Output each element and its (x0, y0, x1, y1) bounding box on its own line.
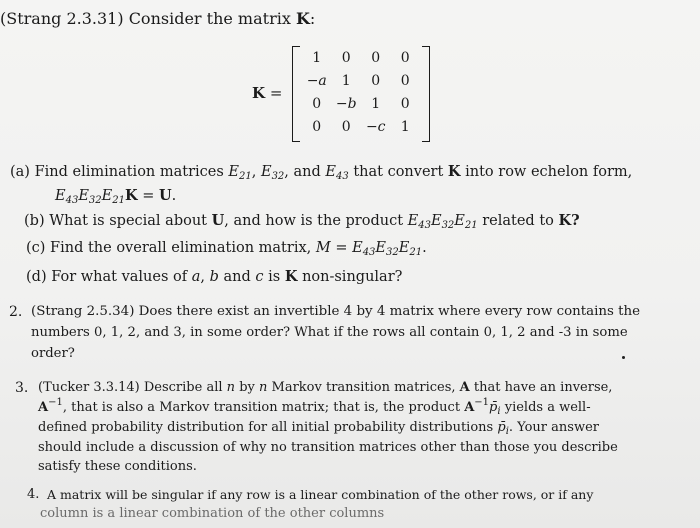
matrix-row (302, 93, 420, 115)
matrix-row (302, 70, 420, 92)
matrix-k (292, 46, 430, 142)
part-a-line1: (a) Find elimination matrices $E_{21}$, $E_{32}$, and $E_{43}$ that convert K into row echelon form, (10, 163, 633, 182)
part-d: (d) For what values of a, b and c is K non-singular? (26, 268, 403, 285)
matrix-cell: −b (335, 96, 357, 112)
matrix-cell: 0 (341, 119, 351, 135)
q4-number: 4. (27, 487, 40, 502)
q2-line: (Strang 2.5.34) Does there exist an invertible 4 by 4 matrix where every row contains the (31, 304, 641, 319)
q3-line4: should include a discussion of why no transition matrices other than those you describe (38, 440, 618, 455)
matrix-cell: 1 (312, 50, 322, 66)
left-bracket (292, 46, 300, 142)
matrix-cell: 0 (371, 73, 381, 89)
q3-line3: defined probability distribution for all initial probability distributions $p̄_i$. Your answer (38, 420, 599, 437)
matrix-cell: 1 (371, 96, 381, 112)
matrix-cell: 0 (400, 73, 410, 89)
q3-line5: satisfy these conditions. (38, 459, 197, 474)
q2-line: numbers 0, 1, 2, and 3, in some order? What if the rows all contain 0, 1, 2 and -3 in some (31, 325, 628, 340)
q4-cut-line: column is a linear combination of the other columns (40, 506, 385, 521)
problem-header: (Strang 2.3.31) Consider the matrix K: (0, 9, 316, 28)
q2-line: order? (31, 346, 75, 361)
stray-dot (622, 356, 625, 359)
matrix-cell: 0 (312, 96, 322, 112)
part-b: (b) What is special about U, and how is the product $E_{43}E_{32}E_{21}$ related to K? (24, 212, 580, 231)
part-c: (c) Find the overall elimination matrix, $M = E_{43}E_{32}E_{21}$. (26, 240, 427, 258)
q3-line2: $A^{-1}$, that is also a Markov transition matrix; that is, the product $A^{-1}p̄_i$ yields a well- (38, 397, 591, 417)
right-bracket (422, 46, 430, 142)
matrix-cell: 0 (400, 50, 410, 66)
q2-number: 2. (9, 304, 23, 320)
matrix-cell: 0 (400, 96, 410, 112)
part-a-line2: $E_{43}E_{32}E_{21}K = U$. (55, 187, 177, 206)
matrix-cell: 1 (400, 119, 410, 135)
matrix-cell: 1 (341, 73, 351, 89)
matrix-cell: 0 (371, 50, 381, 66)
matrix-cell: 0 (341, 50, 351, 66)
matrix-row (302, 116, 420, 138)
q3-number: 3. (15, 380, 29, 396)
matrix-cell: −a (306, 73, 327, 89)
q3-line1: (Tucker 3.3.14) Describe all n by n Markov transition matrices, A that have an inverse, (38, 380, 613, 395)
q4-line: A matrix will be singular if any row is a linear combination of the other rows, or if any (47, 487, 594, 502)
matrix-cell: −c (365, 119, 386, 135)
matrix-row (302, 47, 420, 69)
matrix-label: K = (252, 84, 283, 102)
matrix-cell: 0 (312, 119, 322, 135)
